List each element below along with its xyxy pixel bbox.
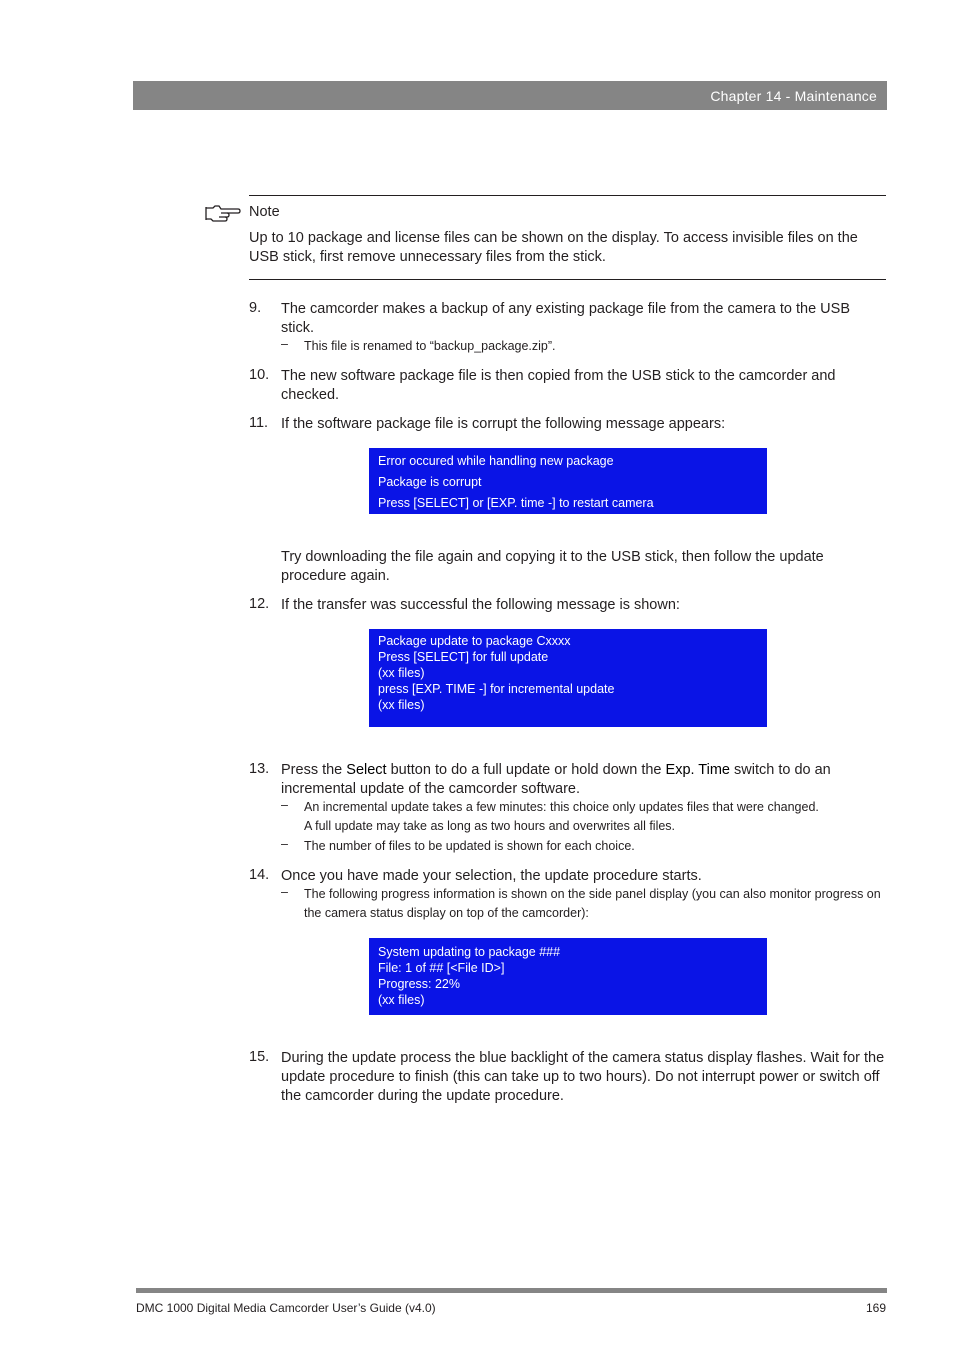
step-14-number: 14. [249,867,270,883]
error-message-display [369,448,767,514]
step-9-number: 9. [249,300,262,316]
progress-display [369,938,767,1015]
display-line: Press [SELECT] or [EXP. time -] to restart camera [378,496,654,510]
step-14-text: Once you have made your selection, the update procedure starts. [281,868,702,884]
step-9-text: The camcorder makes a backup of any existing package file from the camera to the USB stick. [281,301,850,336]
display-line: (xx files) [378,993,425,1007]
step-10-text: The new software package file is then copied from the USB stick to the camcorder and checked. [281,368,836,403]
step-11-number: 11. [249,415,269,431]
step-13-text-a: Press the [281,762,347,778]
display-line: press [EXP. TIME -] for incremental update [378,682,615,696]
update-choice-display [369,629,767,727]
step-11-text: If the software package file is corrupt the following message appears: [281,416,726,432]
note-title: Note [249,204,280,220]
select-button-name: Select [346,762,387,778]
step-9-bullet: This file is renamed to “backup_package.zip”. [304,339,556,353]
display-line: Error occured while handling new package [378,454,614,468]
step-15-number: 15. [249,1049,270,1065]
footer-page-number: 169 [865,1301,886,1315]
chapter-header-bar [133,81,887,110]
step-13-bullet-2-dash: – [281,837,288,851]
display-line: System updating to package ### [378,945,561,959]
step-13-bullet-1-dash: – [281,798,288,812]
step-12-number: 12. [249,596,270,612]
display-line: Press [SELECT] for full update [378,650,549,664]
chapter-title: Chapter 14 - Maintenance [710,88,877,104]
step-14-bullet: The following progress information is shown on the side panel display (you can also monitor progress on the camera status display on top of the camcorder): [304,887,881,920]
step-13-number: 13. [249,761,270,777]
note-bottom-rule [249,279,886,280]
footer-bar [136,1288,887,1293]
exp-time-switch-name: Exp. Time [665,762,730,778]
step-10-number: 10. [249,367,270,383]
step-12-text: If the transfer was successful the following message is shown: [281,597,680,613]
step-14-bullet-dash: – [281,885,288,899]
pointing-hand-icon [205,203,241,223]
step-15-text: During the update process the blue backlight of the camera status display flashes. Wait for the update procedure to finish (this can take up to two hours). Do not interrupt power or switch off the camcorder during the update procedure. [281,1050,885,1104]
display-line: Package update to package Cxxxx [378,634,571,648]
display-line: (xx files) [378,698,425,712]
step-13-text-b: button to do a full update or hold down the [386,762,666,778]
footer-document-title: DMC 1000 Digital Media Camcorder User’s Guide (v4.0) [136,1301,436,1315]
display-line: Progress: 22% [378,977,460,991]
step-9-bullet-dash: – [281,337,288,351]
step-13-bullet-1: An incremental update takes a few minutes: this choice only updates files that were changed. A full update may take as long as two hours and overwrites all files. [304,800,819,833]
display-line: File: 1 of ## [<File ID>] [378,961,505,975]
step-13-text [281,761,885,799]
step-11-followup: Try downloading the file again and copying it to the USB stick, then follow the update procedure again. [281,549,824,584]
step-13-bullet-2: The number of files to be updated is shown for each choice. [304,839,635,853]
note-top-rule [249,195,886,196]
step-13-text-c: switch to do an incremental update of the camcorder software. [281,762,831,797]
note-body: Up to 10 package and license files can be shown on the display. To access invisible files on the USB stick, first remove unnecessary files from the stick. [249,230,858,265]
display-line: Package is corrupt [378,475,482,489]
display-line: (xx files) [378,666,425,680]
